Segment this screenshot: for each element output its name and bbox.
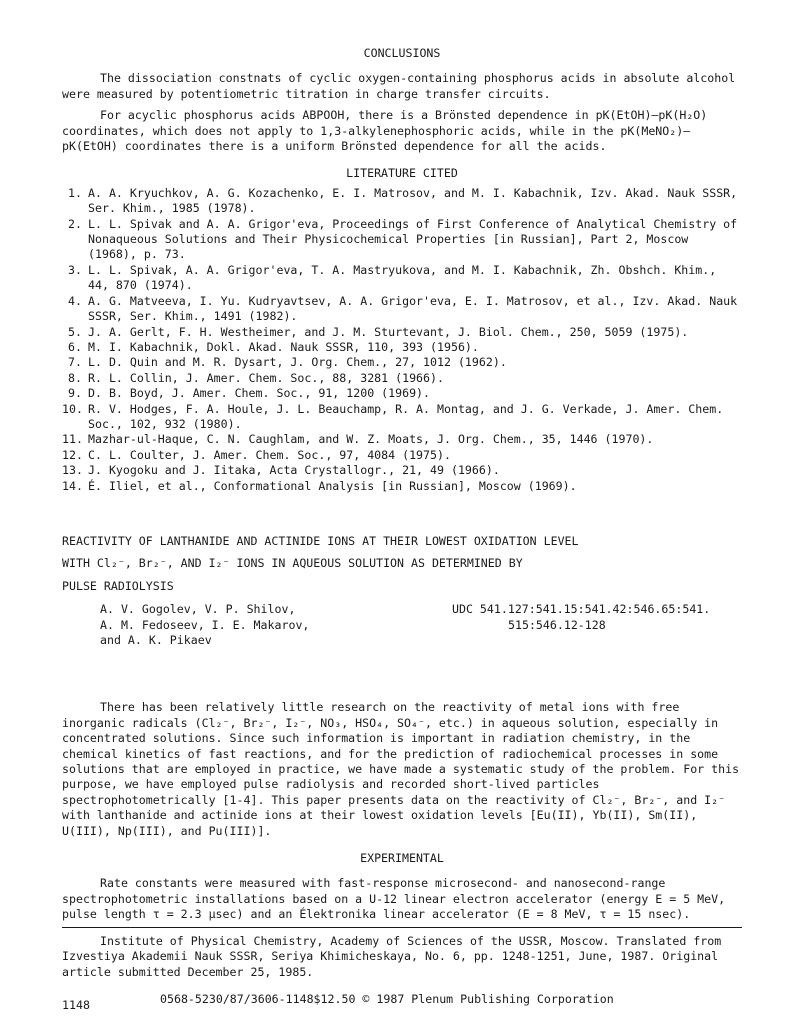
reference-number: 4.	[68, 293, 82, 308]
reference-text: J. Kyogoku and J. Iitaka, Acta Crystallogr., 21, 49 (1966).	[88, 463, 500, 478]
reference-text: Mazhar-ul-Haque, C. N. Caughlam, and W. Z. Moats, J. Org. Chem., 35, 1446 (1970).	[88, 432, 654, 447]
reference-text: M. I. Kabachnik, Dokl. Akad. Nauk SSSR, 110, 393 (1956).	[88, 339, 479, 354]
reference-number: 9.	[68, 386, 82, 401]
reference-text: A. G. Matveeva, I. Yu. Kudryavtsev, A. A. Grigor'eva, E. I. Matrosov, et al., Izv. Akad. Nauk SSSR, Ser. Khim., 1491 (1982).	[88, 293, 738, 324]
reference-number: 2.	[68, 216, 82, 231]
experimental-paragraph: Rate constants were measured with fast-response microsecond- and nanosecond-range spectrophotometric installations based on a U-12 linear electron accelerator (energy E = 5 MeV, pulse length τ = 2.3 μsec) and an Élektronika linear accelerator (E = 8 MeV, τ = 15 nsec).	[62, 876, 726, 922]
footnote-text: Institute of Physical Chemistry, Academy of Sciences of the USSR, Moscow. Translated from Izvestiya Akademii Nauk SSSR, Seriya Khimicheskaya, No. 6, pp. 1248-1251, June, 1987. Original article submitted December 25, 1985.	[62, 933, 722, 979]
reference-number: 3.	[68, 262, 82, 277]
reference-item	[62, 263, 742, 294]
reference-item	[62, 386, 742, 401]
reference-item	[62, 186, 742, 217]
literature-heading: LITERATURE CITED	[346, 166, 458, 181]
udc-code	[452, 602, 742, 648]
reference-text: C. L. Coulter, J. Amer. Chem. Soc., 97, 4084 (1975).	[88, 447, 451, 462]
reference-number: 10.	[62, 401, 83, 416]
reference-number: 8.	[68, 370, 82, 385]
reference-item	[62, 325, 742, 340]
title-line: WITH Cl₂⁻, Br₂⁻, AND I₂⁻ IONS IN AQUEOUS SOLUTION AS DETERMINED BY	[62, 556, 523, 571]
reference-item	[62, 432, 742, 447]
author-udc-row	[62, 602, 742, 648]
reference-item	[62, 479, 742, 494]
title-line: PULSE RADIOLYSIS	[62, 578, 174, 593]
reference-item	[62, 402, 742, 433]
reference-number: 14.	[62, 478, 83, 493]
conclusions-heading: CONCLUSIONS	[363, 46, 441, 60]
reference-text: R. L. Collin, J. Amer. Chem. Soc., 88, 3281 (1966).	[88, 370, 444, 385]
page-number: 1148	[62, 998, 90, 1012]
reference-list	[62, 186, 742, 494]
title-line: REACTIVITY OF LANTHANIDE AND ACTINIDE IONS AT THEIR LOWEST OXIDATION LEVEL	[62, 533, 579, 548]
reference-number: 11.	[62, 432, 83, 447]
reference-item	[62, 355, 742, 370]
reference-text: É. Iliel, et al., Conformational Analysis [in Russian], Moscow (1969).	[88, 478, 577, 493]
author-line: and A. K. Pikaev	[100, 633, 212, 647]
reference-number: 5.	[68, 324, 82, 339]
udc-line: UDC 541.127:541.15:541.42:546.65:541.	[452, 602, 711, 617]
reference-text: J. A. Gerlt, F. H. Westheimer, and J. M. Sturtevant, J. Biol. Chem., 250, 5059 (1975).	[88, 324, 689, 339]
reference-text: L. D. Quin and M. R. Dysart, J. Org. Chem., 27, 1012 (1962).	[88, 355, 507, 370]
reference-text: D. B. Boyd, J. Amer. Chem. Soc., 91, 1200 (1969).	[88, 386, 431, 401]
reference-item	[62, 371, 742, 386]
copyright-line: 0568-5230/87/3606-1148$12.50 © 1987 Plenum Publishing Corporation	[160, 992, 614, 1006]
reference-item	[62, 448, 742, 463]
reference-text: A. A. Kryuchkov, A. G. Kozachenko, E. I. Matrosov, and M. I. Kabachnik, Izv. Akad. Nauk SSSR, Ser. Khim., 1985 (1978).	[88, 185, 738, 216]
reference-item	[62, 217, 742, 263]
author-list	[100, 602, 309, 648]
footnote	[62, 927, 742, 980]
reference-number: 13.	[62, 463, 83, 478]
udc-line: 515:546.12-128	[508, 617, 606, 632]
reference-text: L. L. Spivak, A. A. Grigor'eva, T. A. Mastryukova, and M. I. Kabachnik, Zh. Obshch. Khim., 44, 870 (1974).	[88, 262, 717, 293]
reference-number: 6.	[68, 339, 82, 354]
experimental-heading: EXPERIMENTAL	[360, 851, 444, 866]
author-line: A. V. Gogolev, V. P. Shilov,	[100, 602, 296, 617]
reference-text: R. V. Hodges, F. A. Houle, J. L. Beauchamp, R. A. Montag, and J. G. Verkade, J. Amer. Chem. Soc., 102, 932 (1980).	[88, 401, 724, 431]
reference-number: 1.	[68, 185, 82, 200]
reference-number: 7.	[68, 355, 82, 370]
conclusions-paragraph-2: For acyclic phosphorus acids ABPOOH, there is a Brönsted dependence in pK(EtOH)–pK(H₂O) coordinates, which does not apply to 1,3-alkylenephosphoric acids, while in the pK(MeNO₂)–pK(EtOH) coordinates there is a uniform Brönsted dependence for all the acids.	[62, 108, 708, 154]
reference-number: 12.	[62, 447, 83, 462]
reference-item	[62, 294, 742, 325]
intro-paragraph: There has been relatively little research on the reactivity of metal ions with free inorganic radicals (Cl₂⁻, Br₂⁻, I₂⁻, NO₃, HSO₄, SO₄⁻, etc.) in aqueous solution, especially in concentrated solutions. Since such information is important in radiation chemistry, in the chemical kinetics of fast reactions, and for the prediction of radiochemical processes in some solutions that are employed in practice, we have made a systematic study of the problem. For this purpose, we have employed pulse radiolysis and recorded short-lived particles spectrophotometrically [1-4]. This paper presents data on the reactivity of Cl₂⁻, Br₂⁻, and I₂⁻ with lanthanide and actinide ions at their lowest oxidation levels [Eu(II), Yb(II), Sm(II), U(III), Np(III), and Pu(III)].	[62, 700, 740, 838]
author-line: A. M. Fedoseev, I. E. Makarov,	[100, 617, 310, 632]
reference-text: L. L. Spivak and A. A. Grigor'eva, Proceedings of First Conference of Analytical Chemistry of Nonaqueous Solutions and Their Physicochemical Properties [in Russian], Part 2, Moscow (1968), p. 73.	[88, 216, 738, 262]
article-title	[62, 534, 742, 594]
conclusions-paragraph-1: The dissociation constnats of cyclic oxygen-containing phosphorus acids in absolute alcohol were measured by potentiometric titration in charge transfer circuits.	[62, 71, 736, 101]
page-body	[62, 46, 742, 980]
reference-item	[62, 340, 742, 355]
reference-item	[62, 463, 742, 478]
